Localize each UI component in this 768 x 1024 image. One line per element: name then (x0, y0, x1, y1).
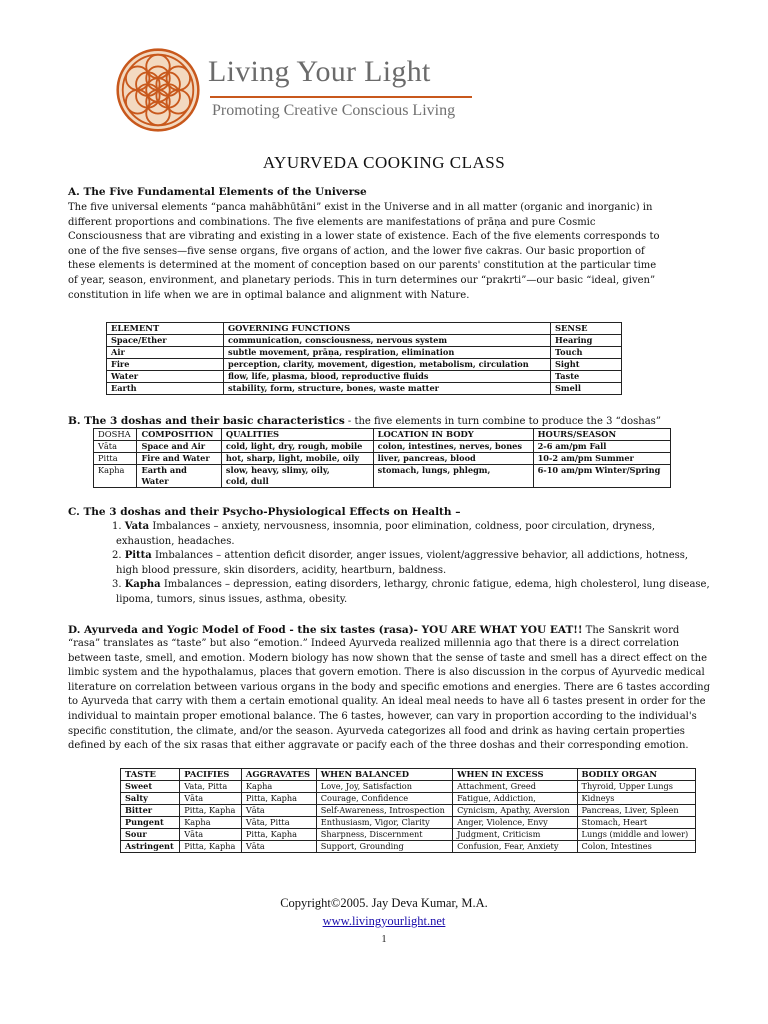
table-cell: Fire and Water (137, 453, 221, 465)
table-cell: Self-Awareness, Introspection (316, 805, 452, 817)
table-cell: Support, Grounding (316, 841, 452, 853)
table-cell: Astringent (121, 841, 180, 853)
list-text: Imbalances – anxiety, nervousness, insomnia, poor elimination, coldness, poor circulation, dryness, (149, 521, 656, 532)
table-cell: Fire (107, 359, 224, 371)
col-header: SENSE (551, 323, 622, 335)
list-number: 2. (112, 550, 122, 562)
list-number: 3. (112, 579, 122, 591)
table-cell: liver, pancreas, blood (373, 453, 533, 465)
table-cell: Kapha (94, 465, 137, 488)
table-cell: Vāta (180, 793, 242, 805)
brand-tagline: Promoting Creative Conscious Living (212, 102, 456, 119)
col-header: AGGRAVATES (241, 769, 316, 781)
table-cell: hot, sharp, light, mobile, oily (221, 453, 373, 465)
doshas-table (93, 428, 671, 488)
section-a-paragraph (68, 201, 708, 303)
imbalance-list (112, 520, 712, 608)
table-cell: Enthusiasm, Vigor, Clarity (316, 817, 452, 829)
table-row (121, 781, 696, 793)
table-row (121, 793, 696, 805)
table-row (107, 371, 622, 383)
copyright-notice: Copyright©2005. Jay Deva Kumar, M.A. (280, 896, 488, 910)
table-row (94, 465, 671, 488)
section-b-heading: B. The 3 doshas and their basic characteristics (68, 415, 345, 427)
text-line: “rasa” translates as “taste” but also “emotion.” Indeed Ayurveda realized millennia ago that there is a direct correlation (68, 638, 680, 649)
text-line: to Ayurveda that carry with them a certain emotional quality. An ideal meal needs to have all 6 tastes present in order for the (68, 696, 706, 708)
text-line: constitution in life when we are in optimal balance and alignment with Nature. (68, 289, 470, 301)
table-cell: Pitta, Kapha (241, 793, 316, 805)
col-header: GOVERNING FUNCTIONS (224, 323, 551, 335)
table-cell: Air (107, 347, 224, 359)
table-cell: Kapha (180, 817, 242, 829)
section-d-heading-rest: The Sanskrit word (582, 625, 680, 636)
table-cell: 2-6 am/pm Fall (533, 441, 670, 453)
table-cell: Pitta, Kapha (241, 829, 316, 841)
col-header: WHEN BALANCED (316, 769, 452, 781)
table-row (107, 335, 622, 347)
dosha-name: Kapha (124, 579, 161, 591)
list-continuation: exhaustion, headaches. (116, 535, 235, 547)
col-header: HOURS/SEASON (533, 429, 670, 441)
table-cell: Thyroid, Upper Lungs (577, 781, 695, 793)
table-cell: Vāta (180, 829, 242, 841)
table-row (121, 829, 696, 841)
table-cell: flow, life, plasma, blood, reproductive fluids (224, 371, 551, 383)
table-cell: Earth (107, 383, 224, 395)
list-item (112, 520, 712, 535)
table-cell: Pitta, Kapha (180, 805, 242, 817)
table-cell: Love, Joy, Satisfaction (316, 781, 452, 793)
text-line: literature on correlation between various organs in the body and specific emotions and energies. There are 6 tastes according (68, 681, 711, 693)
table-cell: perception, clarity, movement, digestion, metabolism, circulation (224, 359, 551, 371)
list-text: Imbalances – depression, eating disorders, lethargy, chronic fatigue, edema, high cholesterol, lung disease, (160, 579, 710, 591)
table-cell: Sight (551, 359, 622, 371)
section-d-heading: D. Ayurveda and Yogic Model of Food - the six tastes (rasa)- YOU ARE WHAT YOU EAT!! (68, 624, 583, 636)
table-cell: communication, consciousness, nervous system (224, 335, 551, 347)
table-cell: Pungent (121, 817, 180, 829)
table-row (94, 453, 671, 465)
table-cell: Hearing (551, 335, 622, 347)
col-header: QUALITIES (221, 429, 373, 441)
table-cell: Courage, Confidence (316, 793, 452, 805)
text-line: between taste, smell, and emotion. Modern biology has now shown that the sense of taste and smell has a direct effect on the (68, 652, 708, 664)
website-link[interactable]: www.livingyourlight.net (322, 914, 446, 928)
table-cell: slow, heavy, slimy, oily, cold, dull (221, 465, 373, 488)
table-cell: Vata, Pitta (180, 781, 242, 793)
list-item (112, 578, 712, 593)
list-item (112, 549, 712, 564)
table-cell: Kapha (241, 781, 316, 793)
document-title: AYURVEDA COOKING CLASS (262, 153, 506, 172)
list-continuation: high blood pressure, skin disorders, acidity, heartburn, baldness. (116, 564, 447, 576)
list-number: 1. (112, 521, 122, 532)
col-header: TASTE (121, 769, 180, 781)
section-b-heading-rest: - the five elements in turn combine to produce the 3 “doshas” (344, 416, 661, 427)
table-row (121, 841, 696, 853)
section-d-paragraph (68, 637, 718, 754)
table-cell: Lungs (middle and lower) (577, 829, 695, 841)
table-header-row (107, 323, 622, 335)
table-cell: Smell (551, 383, 622, 395)
table-cell: Taste (551, 371, 622, 383)
dosha-name: Pitta (124, 550, 152, 562)
text-line: one of the five senses—five sense organs, five organs of action, and the lower five cakras. Our basic proportion of (68, 245, 645, 257)
table-row (121, 817, 696, 829)
table-cell: Sharpness, Discernment (316, 829, 452, 841)
col-header: DOSHA (94, 429, 137, 441)
text-line: defined by each of the six rasas that either aggravate or pacify each of the three doshas and their corresponding emotion. (68, 740, 689, 752)
brand-name: Living Your Light (208, 55, 431, 88)
six-tastes-table (120, 768, 696, 853)
table-header-row (121, 769, 696, 781)
table-cell: Space/Ether (107, 335, 224, 347)
table-cell: Confusion, Fear, Anxiety (453, 841, 577, 853)
table-cell: Attachment, Greed (453, 781, 577, 793)
table-cell: Judgment, Criticism (453, 829, 577, 841)
table-cell: Salty (121, 793, 180, 805)
table-cell: stomach, lungs, phlegm, (373, 465, 533, 488)
col-header: ELEMENT (107, 323, 224, 335)
table-row (121, 805, 696, 817)
table-cell: Pancreas, Liver, Spleen (577, 805, 695, 817)
table-cell: Vāta (241, 841, 316, 853)
table-cell: Earth and Water (137, 465, 221, 488)
table-cell: Vāta, Pitta (241, 817, 316, 829)
table-cell: Anger, Violence, Envy (453, 817, 577, 829)
col-header: BODILY ORGAN (577, 769, 695, 781)
text-line: limbic system and the hypothalamus, places that govern emotion. There is also discussion in the corpus of Ayurvedic medical (68, 667, 705, 679)
list-text: Imbalances – attention deficit disorder, anger issues, violent/aggressive behavior, all addictions, hotness, (151, 550, 689, 562)
table-row (107, 347, 622, 359)
table-cell: Pitta, Kapha (180, 841, 242, 853)
table-cell: Water (107, 371, 224, 383)
list-continuation: lipoma, tumors, sinus issues, asthma, obesity. (116, 593, 348, 605)
table-cell: colon, intestines, nerves, bones (373, 441, 533, 453)
table-cell: Sweet (121, 781, 180, 793)
table-cell: Touch (551, 347, 622, 359)
table-row (107, 383, 622, 395)
text-line: of year, season, environment, and planetary periods. This in turn determines our “prakrti”—our basic “ideal, given” (68, 274, 656, 286)
table-cell: subtle movement, prāṇa, respiration, elimination (224, 347, 551, 359)
text-line: Consciousness that are vibrating and existing in a lower state of existence. Each of the five elements corresponds to (68, 231, 660, 243)
text-line: individual to maintain proper emotional balance. The 6 tastes, however, can vary in proportion according to the individual's (68, 710, 697, 722)
table-header-row (94, 429, 671, 441)
table-cell: Fatigue, Addiction, (453, 793, 577, 805)
table-cell: Stomach, Heart (577, 817, 695, 829)
table-row (94, 441, 671, 453)
text-line: specific constitution, the climate, and/or the season. Ayurveda categorizes all food and drink as having certain properties (68, 725, 685, 737)
page-number: 1 (381, 934, 387, 945)
col-header: PACIFIES (180, 769, 242, 781)
table-cell: Colon, Intestines (577, 841, 695, 853)
table-cell: Vāta (241, 805, 316, 817)
text-line: The five universal elements “panca mahābhūtāni” exist in the Universe and in all matter (organic and inorganic) in (68, 202, 653, 213)
table-cell: Vāta (94, 441, 137, 453)
table-cell: cold, light, dry, rough, mobile (221, 441, 373, 453)
table-cell: Pitta (94, 453, 137, 465)
table-cell: Cynicism, Apathy, Aversion (453, 805, 577, 817)
table-cell: Kidneys (577, 793, 695, 805)
elements-table (106, 322, 622, 395)
col-header: LOCATION IN BODY (373, 429, 533, 441)
col-header: WHEN IN EXCESS (453, 769, 577, 781)
text-line: different proportions and combinations. The five elements are manifestations of prāṇa and pure Cosmic (68, 216, 596, 228)
table-cell: 6-10 am/pm Winter/Spring (533, 465, 670, 488)
dosha-name: Vata (124, 521, 150, 532)
flower-of-life-logo (116, 48, 200, 132)
table-cell: Bitter (121, 805, 180, 817)
brand-underline (210, 96, 472, 98)
table-cell: Space and Air (137, 441, 221, 453)
section-c-heading: C. The 3 doshas and their Psycho-Physiological Effects on Health – (68, 506, 461, 518)
table-cell: Sour (121, 829, 180, 841)
col-header: COMPOSITION (137, 429, 221, 441)
section-a-heading: A. The Five Fundamental Elements of the Universe (68, 186, 367, 198)
table-cell: 10-2 am/pm Summer (533, 453, 670, 465)
table-row (107, 359, 622, 371)
text-line: these elements is determined at the moment of conception based on our parents' constitution at the particular time (68, 260, 657, 272)
footer-link-row (0, 914, 768, 929)
table-cell: stability, form, structure, bones, waste matter (224, 383, 551, 395)
